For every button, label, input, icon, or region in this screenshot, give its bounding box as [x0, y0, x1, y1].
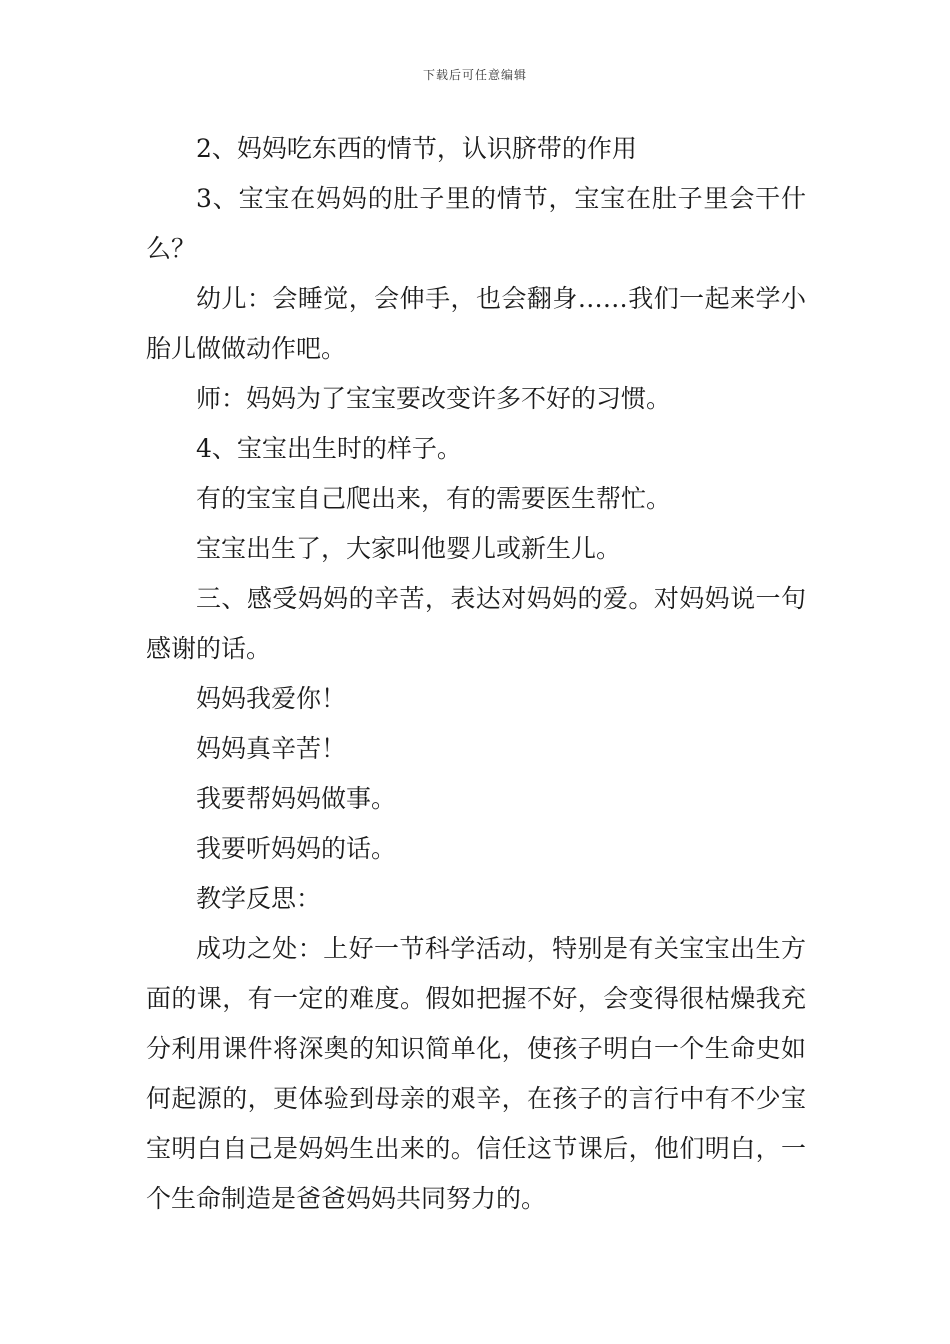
document-body	[146, 124, 806, 1224]
paragraph-i-love-you: 妈妈我爱你！	[196, 684, 347, 713]
paragraph-umbilical-cord: 2、妈妈吃东西的情节，认识脐带的作用	[196, 134, 637, 163]
paragraph-doctor-help: 有的宝宝自己爬出来，有的需要医生帮忙。	[196, 484, 672, 513]
paragraph-newborn: 宝宝出生了，大家叫他婴儿或新生儿。	[196, 534, 622, 563]
paragraph-listen-mom: 我要听妈妈的话。	[196, 834, 397, 863]
paragraph-section-three: 三、感受妈妈的辛苦，表达对妈妈的爱。对妈妈说一句感谢的话。	[146, 584, 806, 663]
paragraph-baby-birth: 4、宝宝出生时的样子。	[196, 434, 462, 463]
paragraph-reflection-body: 成功之处：上好一节科学活动，特别是有关宝宝出生方面的课，有一定的难度。假如把握不好，会变得很枯燥我充分利用课件将深奥的知识简单化，使孩子明白一个生命史如何起源的，更体验到母亲的艰辛，在孩子的言行中有不少宝宝明白自己是妈妈生出来的。信任这节课后，他们明白，一个生命制造是爸爸妈妈共同努力的。	[146, 934, 806, 1213]
paragraph-teacher-remark: 师：妈妈为了宝宝要改变许多不好的习惯。	[196, 384, 672, 413]
paragraph-help-mom: 我要帮妈妈做事。	[196, 784, 397, 813]
paragraph-reflection-heading: 教学反思：	[196, 884, 322, 913]
paragraph-mom-hard-work: 妈妈真辛苦！	[196, 734, 347, 763]
paragraph-baby-in-belly: 3、宝宝在妈妈的肚子里的情节，宝宝在肚子里会干什么？	[146, 184, 806, 263]
page-header: 下载后可任意编辑	[422, 68, 527, 82]
paragraph-child-answer: 幼儿：会睡觉，会伸手，也会翻身……我们一起来学小胎儿做做动作吧。	[146, 284, 806, 363]
